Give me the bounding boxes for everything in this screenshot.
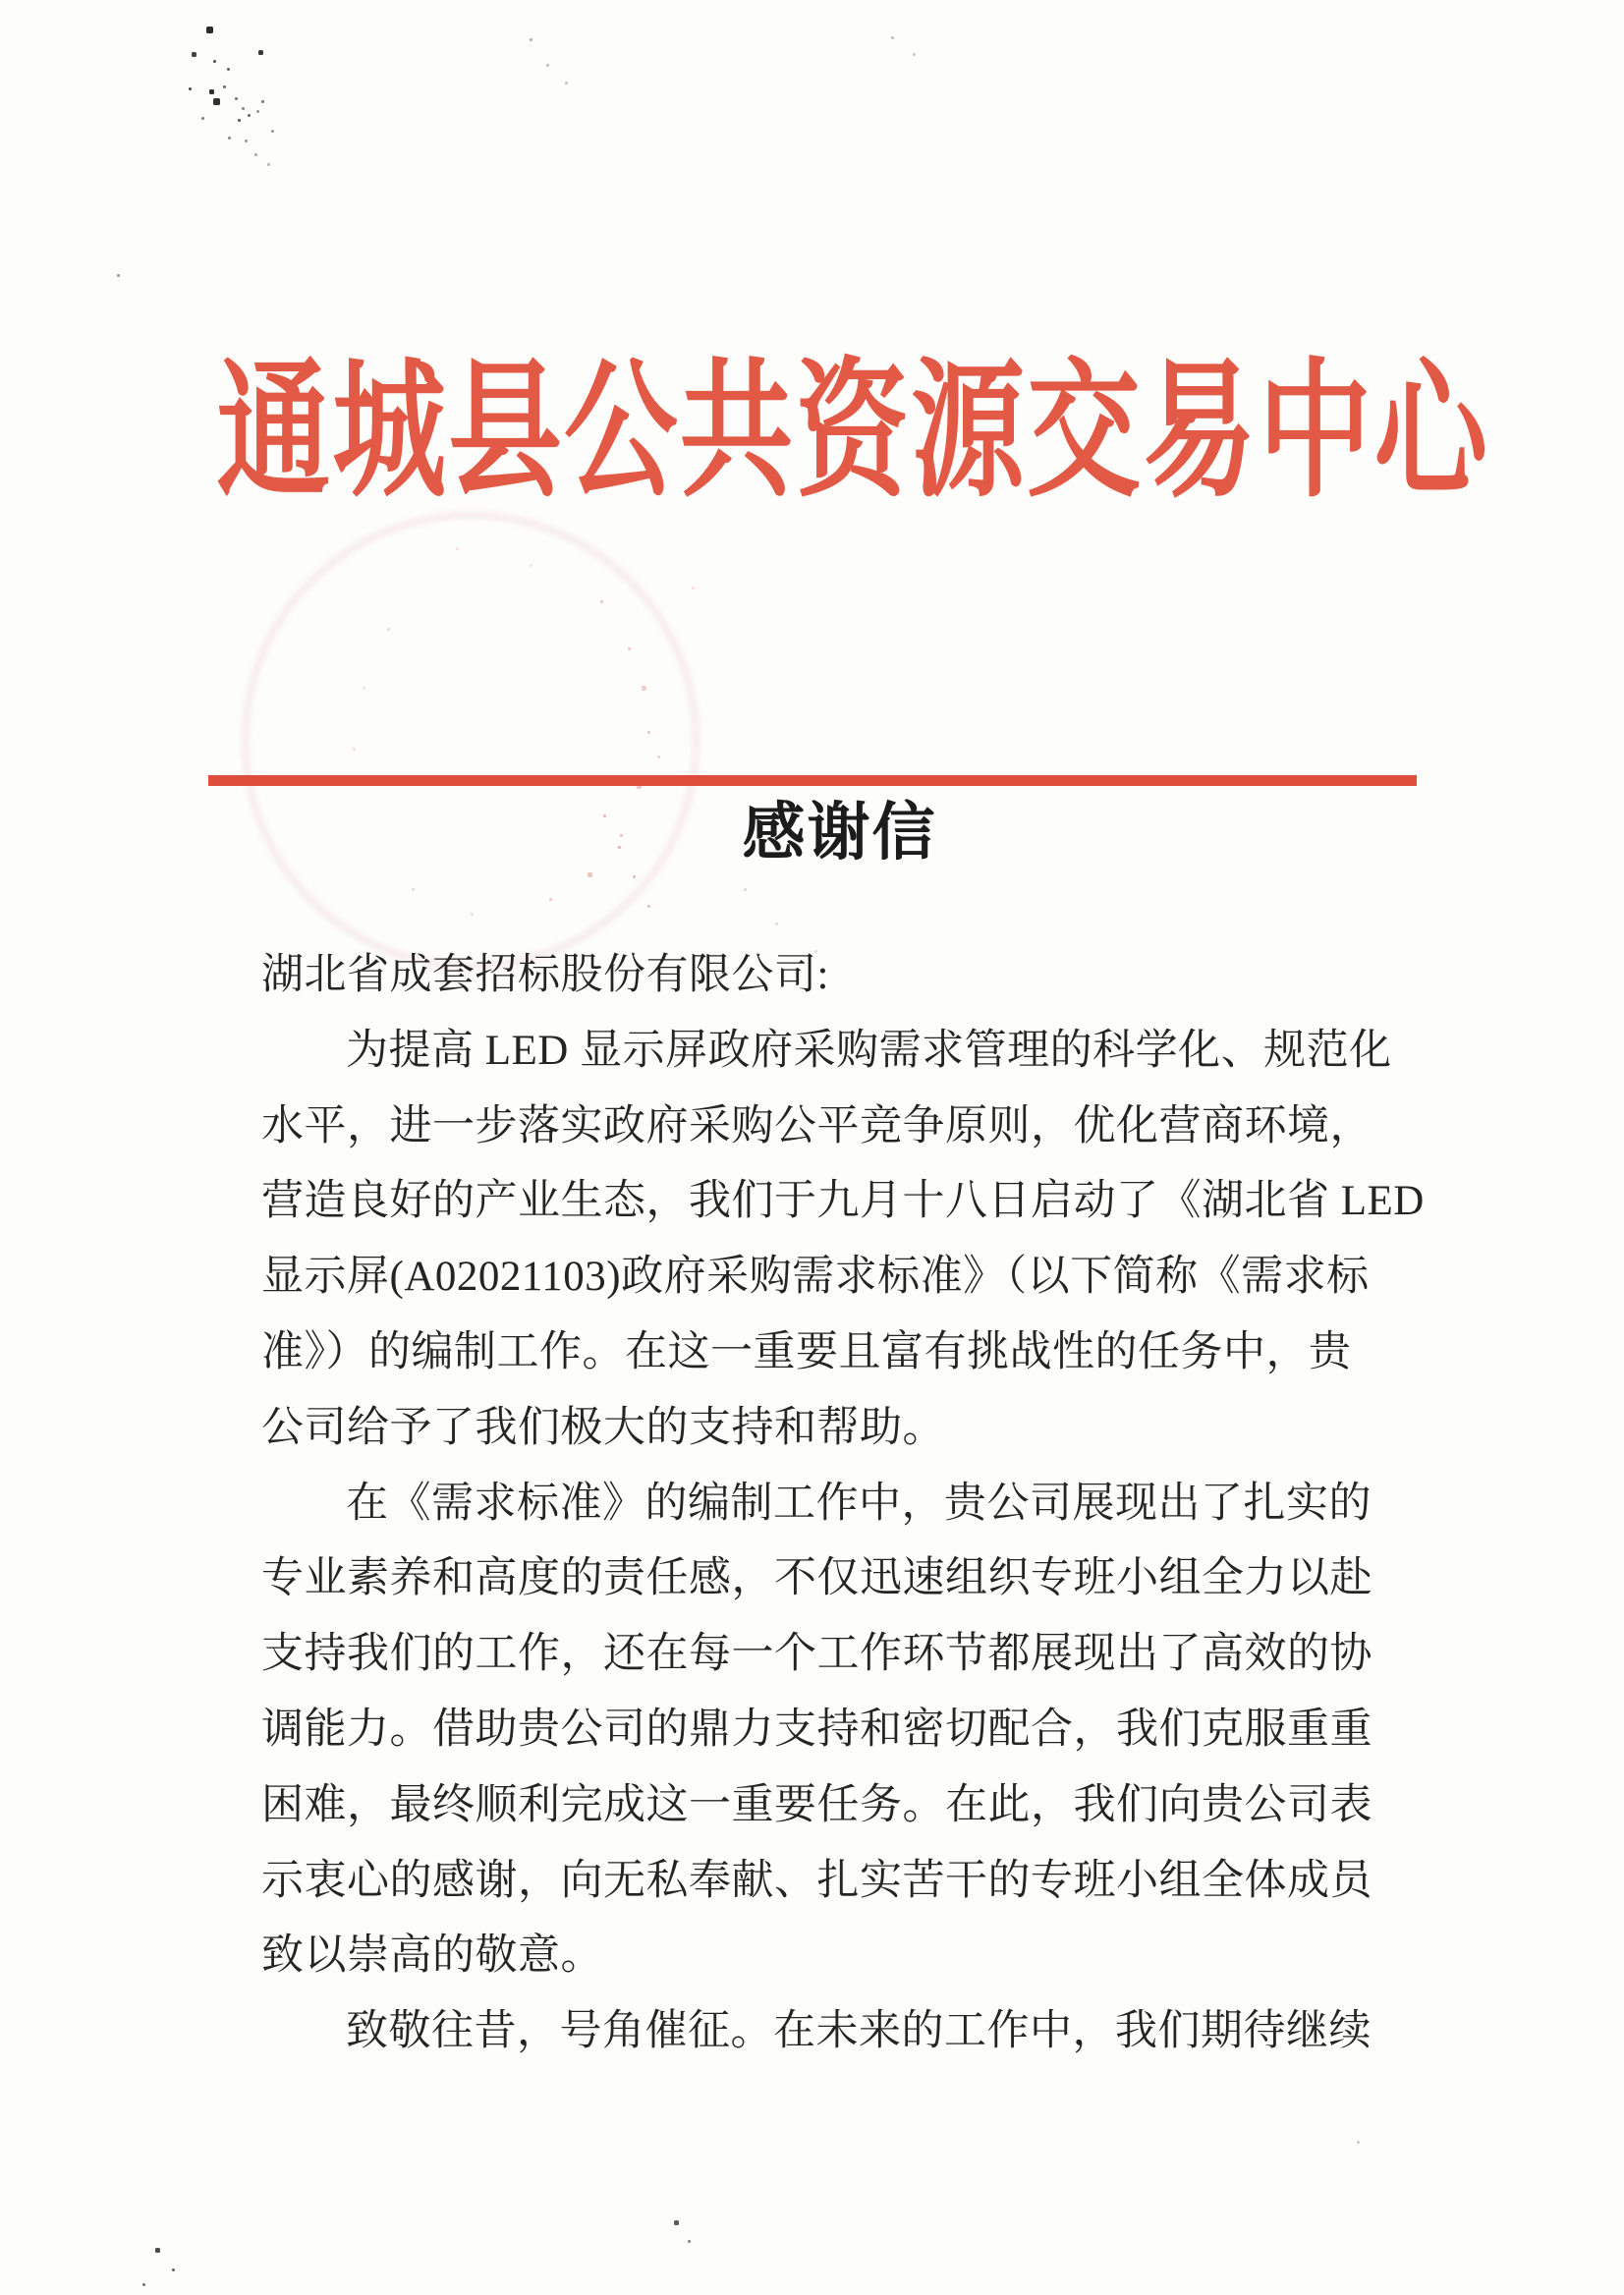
- letterhead-title: 通城县公共资源交易中心: [216, 350, 1490, 515]
- body-line: 示衷心的感谢，向无私奉献、扎实苦干的专班小组全体成员: [261, 1857, 1372, 1904]
- body-line: 为提高 LED 显示屏政府采购需求管理的科学化、规范化: [346, 1027, 1392, 1074]
- body-line: 营造良好的产业生态，我们于九月十八日启动了《湖北省 LED: [261, 1178, 1425, 1225]
- body-line: 困难，最终顺利完成这一重要任务。在此，我们向贵公司表: [261, 1781, 1372, 1828]
- body-line: 致敬往昔，号角催征。在未来的工作中，我们期待继续: [346, 2008, 1372, 2055]
- body-line: 专业素养和高度的责任感，不仅迅速组织专班小组全力以赴: [261, 1555, 1372, 1602]
- letter-title-row: [0, 798, 1624, 868]
- letter-body: [261, 938, 1425, 2070]
- stamp-watermark: [241, 511, 700, 971]
- body-line: 显示屏(A02021103)政府采购需求标准》（以下简称《需求标: [261, 1254, 1370, 1301]
- divider-rule: [208, 775, 1417, 786]
- stamp-speckles: [0, 0, 1, 1]
- body-line: 准》）的编制工作。在这一重要且富有挑战性的任务中，贵: [261, 1328, 1352, 1375]
- body-line: 公司给予了我们极大的支持和帮助。: [261, 1404, 945, 1451]
- letter-title: 感谢信: [742, 798, 937, 868]
- body-line: 调能力。借助贵公司的鼎力支持和密切配合，我们克服重重: [261, 1706, 1372, 1753]
- letterhead: [0, 350, 1624, 515]
- body-line: 水平，进一步落实政府采购公平竞争原则，优化营商环境，: [261, 1102, 1372, 1149]
- salutation: 湖北省成套招标股份有限公司:: [261, 952, 829, 998]
- body-line: 支持我们的工作，还在每一个工作环节都展现出了高效的协: [261, 1631, 1372, 1678]
- body-line: 在《需求标准》的编制工作中，贵公司展现出了扎实的: [346, 1480, 1372, 1527]
- body-line: 致以崇高的敬意。: [261, 1932, 603, 1980]
